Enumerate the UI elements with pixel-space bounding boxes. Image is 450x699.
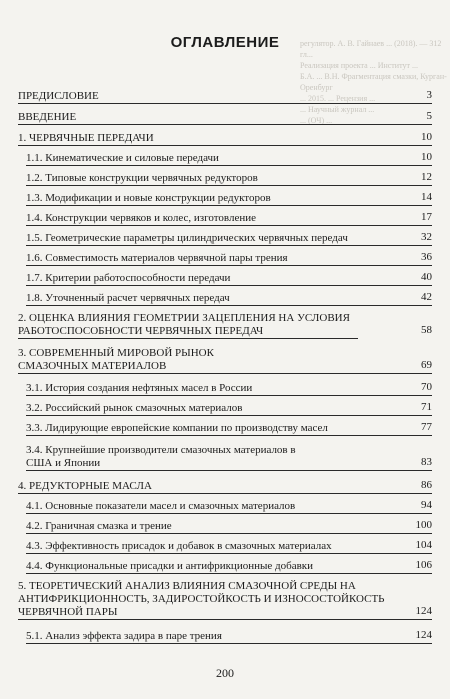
toc-entry-1-5[interactable] <box>26 232 432 246</box>
toc-page: 40 <box>421 271 432 283</box>
toc-entry-4-4[interactable] <box>26 560 432 574</box>
toc-page: 69 <box>421 359 432 371</box>
toc-page: 58 <box>421 324 432 336</box>
toc-page: 70 <box>421 381 432 393</box>
toc-label: 4.2. Граничная смазка и трение <box>26 520 172 532</box>
toc-page: 32 <box>421 231 432 243</box>
toc-entry-3-2[interactable] <box>26 402 432 416</box>
toc-entry-preface[interactable] <box>18 90 432 104</box>
toc-entry-3-4[interactable] <box>26 444 432 471</box>
toc-page: 42 <box>421 291 432 303</box>
toc-entry-1-8[interactable] <box>26 292 432 306</box>
toc-label: 3.3. Лидирующие европейские компании по производству масел <box>26 422 328 434</box>
toc-entry-1-4[interactable] <box>26 212 432 226</box>
toc-entry-3-1[interactable] <box>26 382 432 396</box>
toc-page: 10 <box>421 151 432 163</box>
toc-label: 4.3. Эффективность присадок и добавок в смазочных материалах <box>26 540 332 552</box>
bleed-line: ... Научный журнал ... <box>300 105 375 114</box>
toc-page: 94 <box>421 499 432 511</box>
bleed-line: Б.А. ... В.Н. Фрагментация смазки, Курган-Оренбург <box>300 72 447 92</box>
bleed-line: Реализация проекта ... Институт ... <box>300 61 418 70</box>
toc-label: 1. ЧЕРВЯЧНЫЕ ПЕРЕДАЧИ <box>18 132 154 144</box>
toc-page: 86 <box>421 479 432 491</box>
toc-label: 3.1. История создания нефтяных масел в России <box>26 382 253 394</box>
toc-entry-chapter-3[interactable] <box>18 347 432 374</box>
toc-entry-chapter-1[interactable] <box>18 132 432 146</box>
toc-entry-4-2[interactable] <box>26 520 432 534</box>
toc-page: 5 <box>426 110 432 122</box>
toc-entry-1-7[interactable] <box>26 272 432 286</box>
toc-label: 3.2. Российский рынок смазочных материалов <box>26 402 243 414</box>
page-title: ОГЛАВЛЕНИЕ <box>170 34 280 51</box>
toc-entry-1-3[interactable] <box>26 192 432 206</box>
toc-page: 106 <box>415 559 432 571</box>
toc-label: 1.1. Кинематические и силовые передачи <box>26 152 219 164</box>
toc-entry-5-1[interactable] <box>26 630 432 644</box>
toc-entry-chapter-4[interactable] <box>18 480 432 494</box>
toc-entry-1-2[interactable] <box>26 172 432 186</box>
toc-label: 2. ОЦЕНКА ВЛИЯНИЯ ГЕОМЕТРИИ ЗАЦЕПЛЕНИЯ НА УСЛОВИЯ РАБОТОСПОСОБНОСТИ ЧЕРВЯЧНЫХ ПЕРЕДАЧ <box>18 312 350 337</box>
toc-page: 124 <box>415 605 432 617</box>
toc-label: 1.3. Модификации и новые конструкции редукторов <box>26 192 271 204</box>
toc-entry-1-1[interactable] <box>26 152 432 166</box>
toc-label: 5. ТЕОРЕТИЧЕСКИЙ АНАЛИЗ ВЛИЯНИЯ СМАЗОЧНОЙ СРЕДЫ НА АНТИФРИКЦИОННОСТЬ, ЗАДИРОСТОЙКОСТЬ И ИЗНОСОСТОЙКОСТЬ ЧЕРВЯЧНОЙ ПАРЫ <box>18 580 385 618</box>
toc-entry-3-3[interactable] <box>26 422 432 436</box>
toc-page: 3 <box>426 89 432 101</box>
toc-page: 77 <box>421 421 432 433</box>
toc-label: 1.4. Конструкции червяков и колес, изготовление <box>26 212 256 224</box>
toc-page: 83 <box>421 456 432 468</box>
toc-label: 1.6. Совместимость материалов червячной пары трения <box>26 252 288 264</box>
bleed-line: ... 2015. ... Рецензия ... <box>300 94 376 103</box>
toc-page: 17 <box>421 211 432 223</box>
toc-entry-1-6[interactable] <box>26 252 432 266</box>
toc-page: 104 <box>415 539 432 551</box>
toc-page: 14 <box>421 191 432 203</box>
toc-entry-chapter-5[interactable] <box>18 580 432 620</box>
toc-entry-4-1[interactable] <box>26 500 432 514</box>
toc-label: 1.2. Типовые конструкции червячных редукторов <box>26 172 258 184</box>
toc-page: 124 <box>415 629 432 641</box>
toc-label: ВВЕДЕНИЕ <box>18 111 77 123</box>
toc-label: 1.5. Геометрические параметры цилиндрических червячных передач <box>26 232 348 244</box>
toc-label: 3.4. Крупнейшие производители смазочных материалов в США и Японии <box>26 444 296 469</box>
toc-page: 10 <box>421 131 432 143</box>
toc-label: 5.1. Анализ эффекта задира в паре трения <box>26 630 222 642</box>
toc-page: 100 <box>415 519 432 531</box>
toc-label: 4.4. Функциональные присадки и антифрикционные добавки <box>26 560 314 572</box>
page-number: 200 <box>216 666 234 680</box>
toc-label: ПРЕДИСЛОВИЕ <box>18 90 99 102</box>
toc-label: 1.7. Критерии работоспособности передачи <box>26 272 231 284</box>
bleed-line: ... (ОЧ) ... <box>300 116 333 125</box>
toc-label: 3. СОВРЕМЕННЫЙ МИРОВОЙ РЫНОК СМАЗОЧНЫХ МАТЕРИАЛОВ <box>18 347 214 372</box>
toc-entry-4-3[interactable] <box>26 540 432 554</box>
toc-entry-introduction[interactable] <box>18 111 432 125</box>
toc-entry-chapter-2[interactable] <box>18 312 432 339</box>
toc-label: 1.8. Уточненный расчет червячных передач <box>26 292 230 304</box>
toc-label: 4.1. Основные показатели масел и смазочных материалов <box>26 500 296 512</box>
bleed-line: регулятор. А. В. Гайнаев ... (2018). — 312 гл... <box>300 39 442 59</box>
toc-page: 71 <box>421 401 432 413</box>
toc-label: 4. РЕДУКТОРНЫЕ МАСЛА <box>18 480 152 492</box>
toc-page: 36 <box>421 251 432 263</box>
toc-page: 12 <box>421 171 432 183</box>
